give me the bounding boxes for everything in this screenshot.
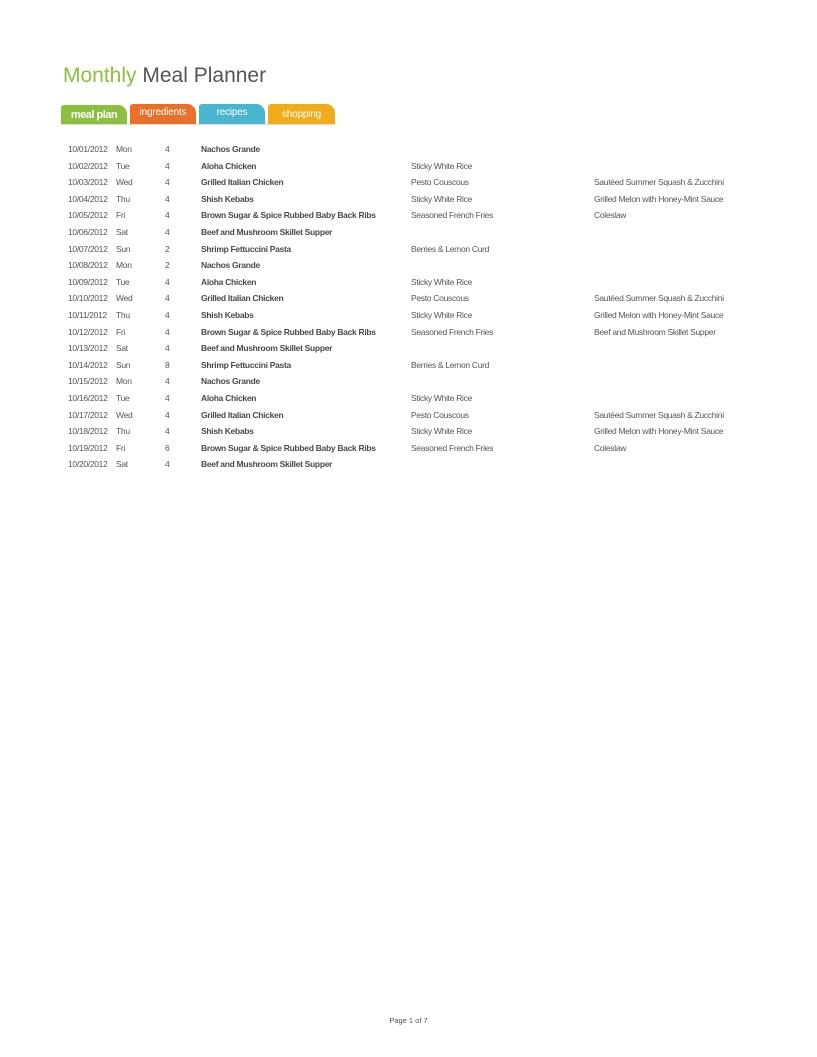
meal-main-dish: Aloha Chicken [201,276,257,287]
tab-ingredients[interactable]: ingredients [130,104,196,124]
meal-date: 10/10/2012 [68,293,108,304]
meal-main-dish: Beef and Mushroom Skillet Supper [201,343,333,354]
meal-side-dish-1: Seasoned French Fries [411,210,494,221]
meal-side-dish-1: Pesto Couscous [411,409,469,420]
meal-date: 10/02/2012 [68,160,108,171]
meal-day: Wed [116,409,133,420]
meal-date: 10/13/2012 [68,343,108,354]
title-rest: Meal Planner [142,64,267,87]
table-row [0,440,817,457]
meal-date: 10/12/2012 [68,326,108,337]
meal-main-dish: Grilled Italian Chicken [201,409,284,420]
meal-date: 10/01/2012 [68,144,108,154]
meal-servings: 4 [165,409,170,420]
meal-day: Mon [116,260,132,271]
meal-date: 10/09/2012 [68,276,108,287]
meal-plan-table [0,141,817,473]
meal-side-dish-2: Coleslaw [594,210,627,221]
meal-date: 10/16/2012 [68,392,108,403]
meal-date: 10/20/2012 [68,459,108,470]
meal-date: 10/15/2012 [68,376,108,387]
table-row [0,423,817,440]
meal-servings: 6 [165,442,170,453]
meal-day: Tue [116,392,130,403]
meal-servings: 4 [165,326,170,337]
meal-day: Thu [116,426,130,437]
meal-side-dish-1: Berries & Lemon Curd [411,243,490,254]
tab-shopping[interactable]: shopping [268,104,335,124]
meal-main-dish: Brown Sugar & Spice Rubbed Baby Back Ribs [201,326,376,337]
meal-day: Wed [116,293,133,304]
meal-date: 10/08/2012 [68,260,108,271]
table-row [0,340,817,357]
meal-day: Sat [116,343,128,354]
meal-servings: 4 [165,177,170,188]
table-row [0,224,817,241]
meal-main-dish: Shish Kebabs [201,193,254,204]
meal-day: Mon [116,144,132,154]
meal-servings: 2 [165,243,170,254]
meal-side-dish-1: Seasoned French Fries [411,326,494,337]
meal-date: 10/14/2012 [68,359,108,370]
meal-side-dish-1: Berries & Lemon Curd [411,359,490,370]
meal-side-dish-1: Sticky White Rice [411,309,473,320]
meal-main-dish: Nachos Grande [201,260,260,271]
meal-day: Wed [116,177,133,188]
meal-day: Fri [116,326,126,337]
table-row [0,191,817,208]
meal-servings: 4 [165,426,170,437]
meal-servings: 4 [165,210,170,221]
meal-day: Tue [116,276,130,287]
meal-side-dish-1: Seasoned French Fries [411,442,494,453]
meal-side-dish-2: Sautéed Summer Squash & Zucchini [594,409,724,420]
meal-servings: 4 [165,392,170,403]
meal-servings: 4 [165,459,170,470]
meal-servings: 4 [165,343,170,354]
tab-divider [61,124,335,125]
meal-side-dish-1: Pesto Couscous [411,293,469,304]
meal-date: 10/11/2012 [68,309,107,320]
meal-main-dish: Shish Kebabs [201,426,254,437]
meal-date: 10/19/2012 [68,442,108,453]
meal-main-dish: Beef and Mushroom Skillet Supper [201,226,333,237]
meal-side-dish-2: Sautéed Summer Squash & Zucchini [594,293,724,304]
meal-servings: 4 [165,293,170,304]
meal-day: Thu [116,193,130,204]
meal-servings: 8 [165,359,170,370]
meal-main-dish: Beef and Mushroom Skillet Supper [201,459,333,470]
meal-servings: 4 [165,376,170,387]
page-number: Page 1 of 7 [389,1016,428,1025]
table-row [0,324,817,341]
meal-day: Sat [116,226,128,237]
table-row [0,207,817,224]
meal-side-dish-2: Grilled Melon with Honey-Mint Sauce [594,309,724,320]
meal-side-dish-1: Pesto Couscous [411,177,469,188]
meal-main-dish: Nachos Grande [201,376,260,387]
table-row [0,141,817,158]
meal-date: 10/03/2012 [68,177,108,188]
meal-side-dish-1: Sticky White Rice [411,276,473,287]
tab-meal-plan[interactable]: meal plan [61,105,127,125]
meal-servings: 2 [165,260,170,271]
table-row [0,373,817,390]
meal-day: Sun [116,243,131,254]
meal-servings: 4 [165,144,170,154]
table-row [0,290,817,307]
meal-side-dish-2: Grilled Melon with Honey-Mint Sauce [594,193,724,204]
meal-side-dish-2: Beef and Mushroom Skillet Supper [594,326,716,337]
table-row [0,257,817,274]
meal-side-dish-2: Sautéed Summer Squash & Zucchini [594,177,724,188]
meal-date: 10/17/2012 [68,409,108,420]
meal-day: Sat [116,459,128,470]
meal-date: 10/07/2012 [68,243,108,254]
meal-main-dish: Brown Sugar & Spice Rubbed Baby Back Ribs [201,210,376,221]
title-accent: Monthly [63,64,137,87]
meal-side-dish-1: Sticky White Rice [411,392,473,403]
meal-side-dish-1: Sticky White Rice [411,193,473,204]
meal-date: 10/06/2012 [68,226,108,237]
meal-servings: 4 [165,226,170,237]
meal-main-dish: Aloha Chicken [201,392,257,403]
meal-servings: 4 [165,160,170,171]
meal-day: Mon [116,376,132,387]
table-row [0,456,817,473]
table-row [0,241,817,258]
table-row [0,407,817,424]
table-row [0,307,817,324]
meal-servings: 4 [165,276,170,287]
meal-day: Fri [116,442,126,453]
meal-day: Fri [116,210,126,221]
meal-date: 10/05/2012 [68,210,108,221]
meal-main-dish: Brown Sugar & Spice Rubbed Baby Back Ribs [201,442,376,453]
table-row [0,158,817,175]
meal-servings: 4 [165,309,170,320]
table-row [0,390,817,407]
meal-side-dish-2: Coleslaw [594,442,627,453]
meal-main-dish: Shish Kebabs [201,309,254,320]
table-row [0,274,817,291]
meal-side-dish-2: Grilled Melon with Honey-Mint Sauce [594,426,724,437]
meal-date: 10/18/2012 [68,426,108,437]
meal-servings: 4 [165,193,170,204]
table-row [0,357,817,374]
meal-day: Thu [116,309,130,320]
page-title [63,63,266,89]
meal-date: 10/04/2012 [68,193,108,204]
meal-side-dish-1: Sticky White Rice [411,160,473,171]
tab-recipes[interactable]: recipes [199,104,265,124]
meal-day: Tue [116,160,130,171]
meal-side-dish-1: Sticky White Rice [411,426,473,437]
meal-main-dish: Nachos Grande [201,144,260,154]
meal-main-dish: Shrimp Fettuccini Pasta [201,243,291,254]
meal-main-dish: Grilled Italian Chicken [201,177,284,188]
meal-main-dish: Aloha Chicken [201,160,257,171]
meal-day: Sun [116,359,131,370]
meal-main-dish: Grilled Italian Chicken [201,293,284,304]
table-row [0,174,817,191]
meal-main-dish: Shrimp Fettuccini Pasta [201,359,291,370]
